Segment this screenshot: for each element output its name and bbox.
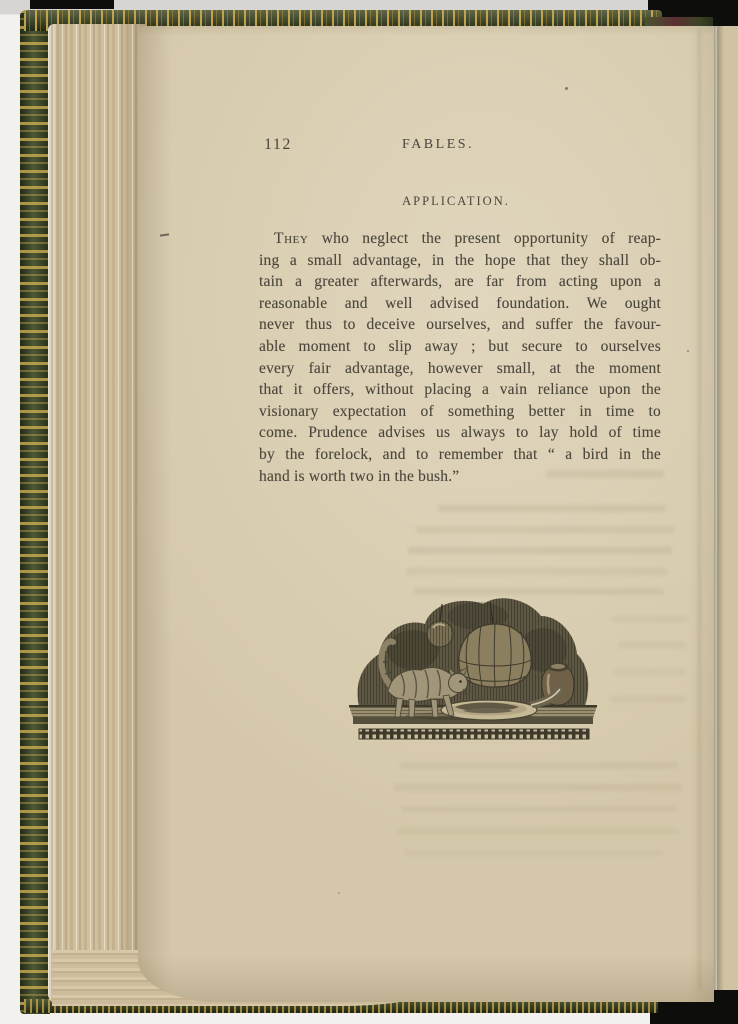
book-cover-spine-edge — [20, 10, 50, 1014]
show-through-text — [438, 505, 666, 512]
lead-word-small-caps: They — [274, 230, 309, 247]
page-stack-fore-edge — [48, 24, 146, 1004]
paper-speck — [565, 87, 568, 90]
paragraph-line: tain a greater afterwards, are far from acting upon a — [259, 273, 661, 291]
body-paragraph — [259, 228, 661, 487]
running-header: FABLES. — [401, 137, 475, 152]
show-through-text — [610, 696, 686, 702]
paragraph-line: come. Prudence advises us always to lay hold of time — [259, 424, 661, 442]
next-page-edge — [717, 26, 738, 990]
paragraph-line: They who neglect the present opportunity of reap- — [274, 230, 662, 247]
show-through-text — [400, 762, 678, 769]
pencil-margin-mark — [160, 233, 169, 236]
paragraph-line: visionary expectation of something better in time to — [259, 402, 661, 420]
show-through-text — [394, 784, 682, 791]
show-through-text — [618, 642, 686, 648]
paragraph-line: every fair advantage, however small, at the moment — [259, 359, 661, 377]
cat-and-fish-woodcut-illustration — [343, 590, 605, 748]
paragraph-line: able moment to slip away ; but secure to ourselves — [259, 337, 661, 355]
show-through-text — [401, 806, 677, 812]
book-page — [138, 26, 714, 1002]
page-crease — [698, 30, 701, 990]
paragraph-line: reasonable and well advised foundation. We ought — [259, 294, 661, 312]
show-through-text — [614, 669, 686, 675]
paper-speck — [338, 892, 340, 894]
show-through-text — [397, 828, 679, 834]
show-through-text — [408, 547, 672, 554]
backdrop-black-patch-top-left — [30, 0, 114, 9]
paragraph-line: by the forelock, and to remember that “ a bird in the — [259, 445, 661, 463]
show-through-text — [406, 568, 668, 575]
paper-speck — [687, 350, 689, 352]
paragraph-line: hand is worth two in the bush.” — [259, 467, 460, 485]
paragraph-line: that it offers, without placing a vain reliance upon the — [259, 381, 661, 399]
show-through-text — [612, 616, 688, 622]
show-through-text — [546, 470, 664, 478]
paragraph-line: never thus to deceive ourselves, and suffer the favour- — [259, 316, 661, 334]
show-through-text — [404, 850, 662, 856]
section-heading: APPLICATION. — [402, 194, 510, 208]
show-through-text — [416, 526, 674, 533]
paragraph-line: ing a small advantage, in the hope that they shall ob- — [259, 251, 661, 269]
page-number: 112 — [264, 136, 292, 153]
